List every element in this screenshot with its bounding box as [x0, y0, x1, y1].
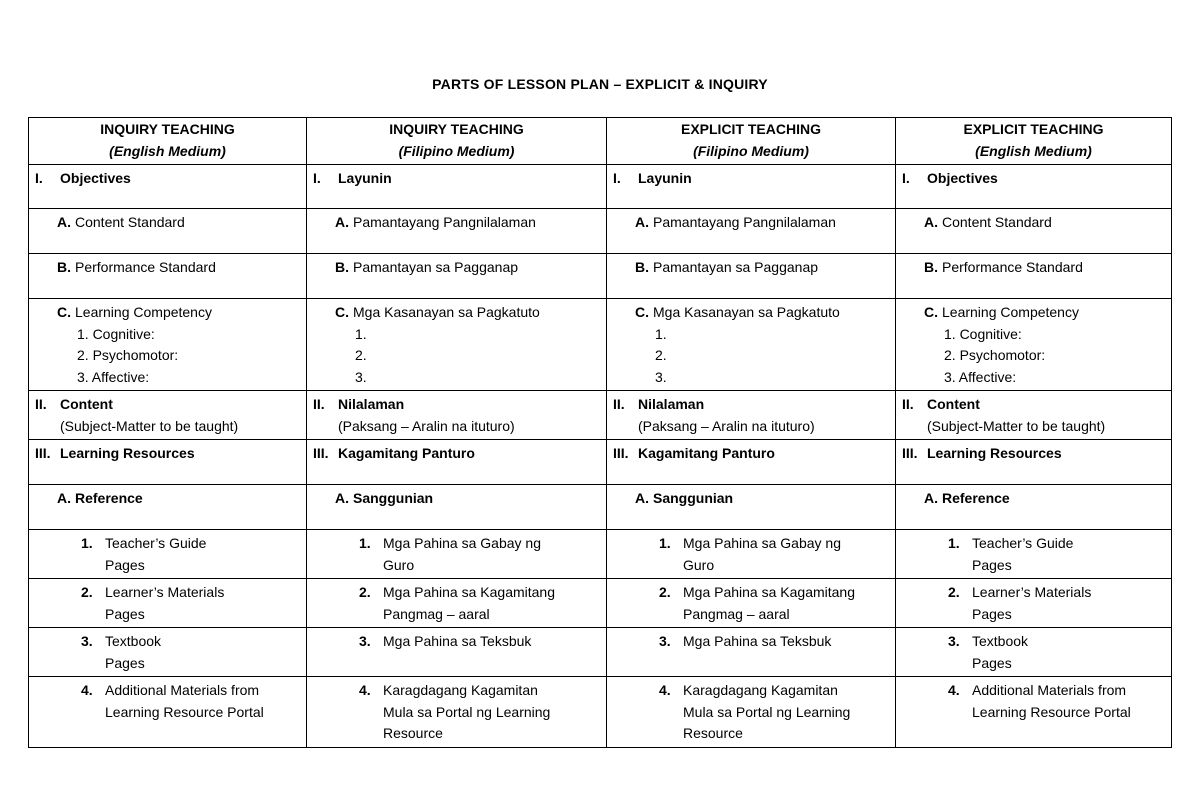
- resource-item-text: [972, 631, 1165, 674]
- section-number: I.: [35, 170, 43, 186]
- item-label: Sanggunian: [353, 490, 434, 506]
- section-label: Layunin: [638, 170, 692, 186]
- standard-item: [613, 212, 889, 234]
- resource-item-cell: [29, 579, 307, 628]
- competency-cell: [29, 299, 307, 391]
- competency-subitem: 3. Affective:: [944, 368, 1017, 385]
- resource-item-line: Mga Pahina sa Teksbuk: [383, 633, 532, 649]
- header-row: [29, 118, 1172, 165]
- resource-item: [313, 680, 600, 745]
- resource-item-number: 1.: [81, 535, 93, 551]
- resource-item-number: 2.: [359, 584, 371, 600]
- resource-item-line: Karagdagang Kagamitan: [383, 682, 538, 698]
- resource-item: [35, 582, 300, 625]
- resource-item-line: Learning Resource Portal: [105, 703, 264, 720]
- standard-item: [313, 257, 600, 279]
- reference-item: [902, 488, 1165, 510]
- resource-item: [902, 680, 1165, 723]
- resource-item: [35, 631, 300, 674]
- resource-item-number: 1.: [659, 535, 671, 551]
- item-label: Learning Competency: [942, 304, 1079, 320]
- section-cell: [29, 165, 307, 209]
- column-header-medium: (Filipino Medium): [693, 142, 809, 159]
- resource-item-number: 4.: [659, 682, 671, 698]
- section-cell: [896, 165, 1172, 209]
- resource-item-line: Pages: [972, 556, 1012, 573]
- resource-item-number: 2.: [81, 584, 93, 600]
- section-label: Objectives: [927, 170, 998, 186]
- resources-cell: [607, 440, 896, 485]
- standard-cell: [607, 209, 896, 254]
- resource-item: [313, 533, 600, 576]
- lesson-plan-table-body: [29, 118, 1172, 748]
- competency-subitem: 2.: [355, 347, 367, 363]
- resource-item: [613, 680, 889, 745]
- resource-item-line: Pages: [972, 654, 1012, 671]
- resource-item-text: [383, 680, 600, 745]
- section-heading: [613, 443, 889, 465]
- resources-cell: [307, 440, 607, 485]
- standard-item: [902, 257, 1165, 279]
- item-letter: A.: [635, 490, 649, 506]
- resource-item-line: Pages: [105, 654, 145, 671]
- resource-item-text: [972, 680, 1165, 723]
- resource-item-cell: [307, 628, 607, 677]
- resource-item-line: Resource: [683, 725, 743, 741]
- item-letter: C.: [57, 304, 71, 320]
- resource-item-text: [383, 631, 600, 653]
- resource-item-cell: [896, 579, 1172, 628]
- reference-cell: [896, 485, 1172, 530]
- resource-item-line: Mula sa Portal ng Learning: [683, 703, 851, 720]
- item-label: Performance Standard: [75, 259, 216, 275]
- section-number: I.: [313, 170, 321, 186]
- item-label: Pamantayang Pangnilalaman: [353, 214, 536, 230]
- column-header: [607, 118, 896, 165]
- resource-item-text: [105, 631, 300, 674]
- column-header: [896, 118, 1172, 165]
- section-heading: [35, 168, 300, 190]
- competency-subitem: 1.: [355, 325, 367, 342]
- competency-subitem: 2.: [655, 347, 667, 363]
- item-letter: A.: [335, 490, 349, 506]
- section-label: Kagamitang Panturo: [338, 445, 475, 461]
- section-heading: [35, 443, 300, 465]
- resource-item-text: [105, 533, 300, 576]
- section-number: I.: [613, 170, 621, 186]
- resource-item: [613, 582, 889, 625]
- resource-item-cell: [29, 677, 307, 748]
- resource-item-cell: [896, 677, 1172, 748]
- section-number: III.: [313, 445, 329, 461]
- resource-item-text: [383, 582, 600, 625]
- resource-item-cell: [307, 530, 607, 579]
- item-letter: B.: [635, 259, 649, 275]
- content-cell: [607, 391, 896, 440]
- resources-cell: [29, 440, 307, 485]
- item-label: Mga Kasanayan sa Pagkatuto: [353, 304, 540, 320]
- competency-item: [313, 302, 600, 324]
- column-header-medium: (English Medium): [109, 142, 226, 159]
- competency-subitem: 3.: [355, 368, 367, 385]
- section-number: III.: [902, 445, 918, 461]
- resource-item-text: [972, 533, 1165, 576]
- item-letter: C.: [335, 304, 349, 320]
- resource-item: [902, 582, 1165, 625]
- column-header: [29, 118, 307, 165]
- resource-item-line: Learner’s Materials: [972, 584, 1092, 600]
- item-label: Performance Standard: [942, 259, 1083, 275]
- item-letter: A.: [57, 214, 71, 230]
- section-heading: [613, 394, 889, 416]
- standard-cell: [607, 254, 896, 299]
- resource-item-text: [683, 582, 889, 625]
- resource-item-line: Teacher’s Guide: [105, 535, 207, 551]
- reference-cell: [29, 485, 307, 530]
- section-detail: (Subject-Matter to be taught): [927, 417, 1106, 434]
- resource-item-line: Learning Resource Portal: [972, 703, 1131, 720]
- lesson-plan-table: [28, 117, 1172, 748]
- resource-item-line: Additional Materials from: [105, 682, 260, 698]
- item-label: Pamantayan sa Pagganap: [653, 259, 819, 275]
- standard-item: [35, 257, 300, 279]
- resource-item-cell: [896, 628, 1172, 677]
- resource-item-line: Textbook: [105, 633, 162, 649]
- resource-item-3-row: [29, 628, 1172, 677]
- section-number: I.: [902, 170, 910, 186]
- column-header-title: EXPLICIT TEACHING: [963, 121, 1104, 137]
- resource-item-text: [683, 631, 889, 653]
- resource-item-line: Learner’s Materials: [105, 584, 225, 600]
- item-label: Content Standard: [75, 214, 185, 230]
- reference-cell: [607, 485, 896, 530]
- standard-cell: [896, 254, 1172, 299]
- resource-item-cell: [29, 628, 307, 677]
- resource-item-line: Mga Pahina sa Kagamitang: [383, 584, 555, 600]
- resource-item-text: [383, 533, 600, 576]
- section-number: II.: [313, 396, 325, 412]
- resource-item-text: [972, 582, 1165, 625]
- competency-subitem: 1. Cognitive:: [944, 325, 1022, 342]
- column-header-title: INQUIRY TEACHING: [389, 121, 524, 137]
- item-label: Pamantayan sa Pagganap: [353, 259, 519, 275]
- resource-item-number: 3.: [659, 633, 671, 649]
- resource-item: [613, 631, 889, 653]
- section-heading: [902, 394, 1165, 416]
- resource-item-cell: [607, 628, 896, 677]
- resource-item-line: Mula sa Portal ng Learning: [383, 703, 551, 720]
- resource-item-line: Pangmag – aaral: [383, 605, 490, 622]
- competency-item: [613, 302, 889, 324]
- competency-subitem: 2. Psychomotor:: [944, 347, 1046, 363]
- section-number: II.: [613, 396, 625, 412]
- resources-cell: [896, 440, 1172, 485]
- resource-item-line: Guro: [383, 556, 415, 573]
- standard-item: [902, 212, 1165, 234]
- competency-subitem: 3.: [655, 368, 667, 385]
- item-letter: B.: [57, 259, 71, 275]
- column-header-title: INQUIRY TEACHING: [100, 121, 235, 137]
- resource-item-number: 3.: [359, 633, 371, 649]
- column-header-medium: (English Medium): [975, 142, 1092, 159]
- resource-item: [35, 680, 300, 723]
- section-detail: (Paksang – Aralin na ituturo): [638, 417, 815, 434]
- column-header-title: EXPLICIT TEACHING: [680, 121, 821, 137]
- section-number: II.: [35, 396, 47, 412]
- section-heading: [613, 168, 889, 190]
- column-header-medium: (Filipino Medium): [398, 142, 515, 159]
- resource-item-line: Mga Pahina sa Kagamitang: [683, 584, 855, 600]
- resource-item-line: Pangmag – aaral: [683, 605, 790, 622]
- competency-subitem: 2. Psychomotor:: [77, 347, 179, 363]
- section-heading: [902, 168, 1165, 190]
- item-letter: A.: [635, 214, 649, 230]
- section-label: Nilalaman: [638, 396, 705, 412]
- resource-item-number: 2.: [659, 584, 671, 600]
- section-label: Kagamitang Panturo: [638, 445, 775, 461]
- standard-item: [313, 212, 600, 234]
- reference-item: [35, 488, 300, 510]
- section-heading: [313, 443, 600, 465]
- item-letter: A.: [924, 490, 938, 506]
- document-title: PARTS OF LESSON PLAN – EXPLICIT & INQUIRY: [432, 76, 768, 92]
- resource-item-line: Teacher’s Guide: [972, 535, 1074, 551]
- section-label: Nilalaman: [338, 396, 405, 412]
- competency-cell: [307, 299, 607, 391]
- item-letter: A.: [57, 490, 71, 506]
- section-label: Objectives: [60, 170, 131, 186]
- item-label: Reference: [75, 490, 143, 506]
- resource-item-number: 1.: [948, 535, 960, 551]
- standard-cell: [307, 254, 607, 299]
- item-letter: A.: [924, 214, 938, 230]
- resource-item-number: 2.: [948, 584, 960, 600]
- resource-item: [313, 631, 600, 653]
- section-detail: (Subject-Matter to be taught): [60, 417, 239, 434]
- competency-subitem: 1.: [655, 325, 667, 342]
- competency-subitem: 3. Affective:: [77, 368, 150, 385]
- resource-item-cell: [29, 530, 307, 579]
- column-header: [307, 118, 607, 165]
- resource-item: [313, 582, 600, 625]
- resource-item-line: Additional Materials from: [972, 682, 1127, 698]
- section-cell: [307, 165, 607, 209]
- resource-item-line: Mga Pahina sa Teksbuk: [683, 633, 832, 649]
- resource-item-text: [683, 680, 889, 745]
- resource-item-number: 1.: [359, 535, 371, 551]
- content-row: [29, 391, 1172, 440]
- standard-item: [35, 212, 300, 234]
- standard-cell: [307, 209, 607, 254]
- resource-item: [35, 533, 300, 576]
- item-label: Reference: [942, 490, 1010, 506]
- resource-item-cell: [607, 677, 896, 748]
- section-label: Learning Resources: [60, 445, 195, 461]
- section-heading: [313, 394, 600, 416]
- content-cell: [29, 391, 307, 440]
- item-label: Mga Kasanayan sa Pagkatuto: [653, 304, 840, 320]
- resource-item-number: 4.: [81, 682, 93, 698]
- competency-cell: [896, 299, 1172, 391]
- content-cell: [896, 391, 1172, 440]
- competency-row: [29, 299, 1172, 391]
- section-label: Learning Resources: [927, 445, 1062, 461]
- reference-item: [613, 488, 889, 510]
- section-label: Content: [60, 396, 113, 412]
- resource-item: [613, 533, 889, 576]
- item-label: Sanggunian: [653, 490, 734, 506]
- competency-item: [35, 302, 300, 324]
- resource-item-cell: [607, 530, 896, 579]
- performance-standard-row: [29, 254, 1172, 299]
- item-label: Content Standard: [942, 214, 1052, 230]
- section-number: III.: [35, 445, 51, 461]
- item-label: Pamantayang Pangnilalaman: [653, 214, 836, 230]
- item-letter: B.: [924, 259, 938, 275]
- resource-item-cell: [896, 530, 1172, 579]
- item-label: Learning Competency: [75, 304, 212, 320]
- section-number: II.: [902, 396, 914, 412]
- content-standard-row: [29, 209, 1172, 254]
- resource-item-number: 4.: [359, 682, 371, 698]
- learning-resources-row: [29, 440, 1172, 485]
- resource-item-line: Guro: [683, 556, 715, 573]
- resource-item-cell: [307, 579, 607, 628]
- standard-cell: [896, 209, 1172, 254]
- section-label: Layunin: [338, 170, 392, 186]
- resource-item-line: Pages: [105, 605, 145, 622]
- resource-item: [902, 631, 1165, 674]
- item-letter: C.: [635, 304, 649, 320]
- standard-cell: [29, 254, 307, 299]
- resource-item-line: Resource: [383, 725, 443, 741]
- resource-item-line: Textbook: [972, 633, 1029, 649]
- section-number: III.: [613, 445, 629, 461]
- resource-item-cell: [307, 677, 607, 748]
- resource-item: [902, 533, 1165, 576]
- resource-item-line: Mga Pahina sa Gabay ng: [383, 535, 541, 551]
- section-detail: (Paksang – Aralin na ituturo): [338, 417, 515, 434]
- item-letter: B.: [335, 259, 349, 275]
- resource-item-cell: [607, 579, 896, 628]
- resource-item-line: Pages: [105, 556, 145, 573]
- item-letter: A.: [335, 214, 349, 230]
- reference-row: [29, 485, 1172, 530]
- competency-cell: [607, 299, 896, 391]
- resource-item-number: 3.: [81, 633, 93, 649]
- content-cell: [307, 391, 607, 440]
- reference-item: [313, 488, 600, 510]
- standard-cell: [29, 209, 307, 254]
- competency-subitem: 1. Cognitive:: [77, 325, 155, 342]
- item-letter: C.: [924, 304, 938, 320]
- resource-item-number: 3.: [948, 633, 960, 649]
- resource-item-text: [105, 582, 300, 625]
- resource-item-line: Mga Pahina sa Gabay ng: [683, 535, 841, 551]
- section-cell: [607, 165, 896, 209]
- competency-item: [902, 302, 1165, 324]
- section-objectives-row: [29, 165, 1172, 209]
- resource-item-2-row: [29, 579, 1172, 628]
- section-heading: [902, 443, 1165, 465]
- reference-cell: [307, 485, 607, 530]
- section-heading: [35, 394, 300, 416]
- resource-item-4-row: [29, 677, 1172, 748]
- standard-item: [613, 257, 889, 279]
- resource-item-line: Pages: [972, 605, 1012, 622]
- section-label: Content: [927, 396, 980, 412]
- resource-item-text: [683, 533, 889, 576]
- section-heading: [313, 168, 600, 190]
- resource-item-line: Karagdagang Kagamitan: [683, 682, 838, 698]
- resource-item-number: 4.: [948, 682, 960, 698]
- resource-item-1-row: [29, 530, 1172, 579]
- resource-item-text: [105, 680, 300, 723]
